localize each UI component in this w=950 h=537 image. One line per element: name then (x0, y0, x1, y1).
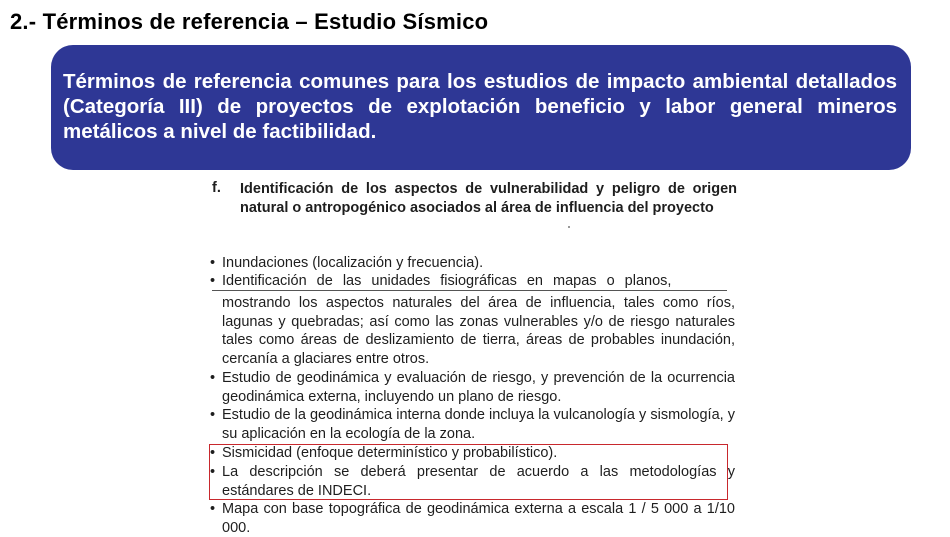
section-letter: f. (212, 180, 221, 196)
divider-line (212, 290, 727, 291)
scan-speck (568, 226, 570, 228)
bullet-icon: • (210, 501, 216, 517)
list-item-text: Inundaciones (localización y frecuencia). (222, 255, 484, 271)
bullet-icon: • (210, 370, 216, 386)
bullet-icon: • (210, 255, 216, 271)
list-item-text: Sismicidad (enfoque determinístico y probabilístico). (222, 445, 558, 461)
bullet-icon: • (210, 407, 216, 423)
bullet-icon: • (210, 464, 216, 480)
list-item-text: Mapa con base topográfica de geodinámica externa a escala 1 / 5 000 a 1/10 000. (222, 501, 735, 536)
list-item-text: mostrando los aspectos naturales del área de influencia, tales como ríos, lagunas y quebradas; así como las zonas vulnerables y/o de riesgo naturales tales como áreas de deslizamiento de tierra, áreas de probables inundación, cercanía a glaciares entre otros. (222, 295, 735, 367)
section-heading-text: Identificación de los aspectos de vulnerabilidad y peligro de origen natural o antropogénico asociados al área de influencia del proyecto (240, 181, 737, 216)
slide-title: 2.- Términos de referencia – Estudio Sísmico (10, 9, 489, 34)
reference-banner (51, 45, 911, 170)
list-item-text: Identificación de las unidades fisiográficas en mapas o planos, (222, 273, 672, 289)
scanned-document (200, 176, 740, 537)
banner-text: Términos de referencia comunes para los estudios de impacto ambiental detallados (Categoría III) de proyectos de explotación beneficio y labor general mineros metálicos a nivel de factibilidad. (63, 70, 897, 143)
list-item-text: La descripción se deberá presentar de acuerdo a las metodologías y estándares de INDECI. (222, 464, 735, 499)
bullet-icon: • (210, 445, 216, 461)
list-item-text: Estudio de la geodinámica interna donde incluya la vulcanología y sismología, y su aplicación en la ecología de la zona. (222, 407, 735, 442)
list-item-text: Estudio de geodinámica y evaluación de riesgo, y prevención de la ocurrencia geodinámica externa, incluyendo un plano de riesgo. (222, 370, 735, 405)
bullet-icon: • (210, 273, 216, 289)
